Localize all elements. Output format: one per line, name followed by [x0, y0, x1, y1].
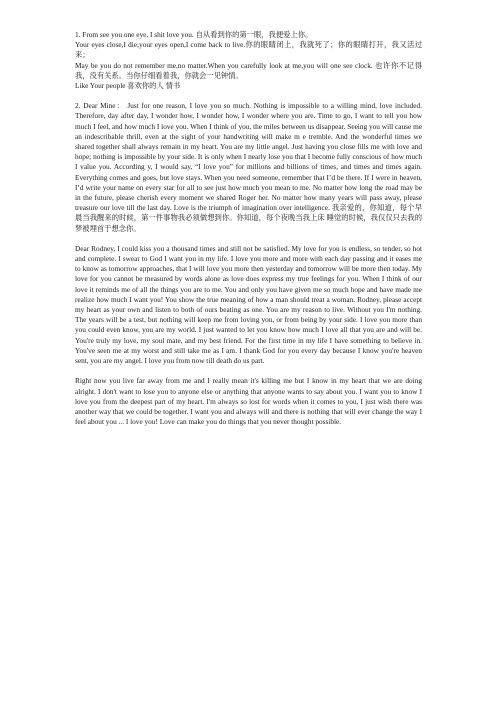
love-letter-line-2: Your eyes close,I die;your eyes open,I come back to live.你的眼睛闭上，我就死了；你的眼睛打开，我又活过来；: [75, 40, 422, 60]
paragraph-gap: [75, 234, 422, 244]
love-letter-line-1: 1. From see you one eye, I shit love you. 自从看到你的第一眼，我便爱上你。: [75, 30, 313, 39]
love-letter-far-away: Right now you live far away from me and I really mean it's killing me but I know in my heart that we are doing alright. I don't want to lose you to anyone else or anything that anyone wants to say about you. I want you to know I love you from the deepest part of my heart. I'm always so lost for words when it comes to you, I just wish there was another way that we could be together. I want you and always will and there is nothing that will ever change the way I feel about you ... I love you! Love can make you do things that you never thought possible.: [75, 376, 422, 427]
love-letter-dear-mine: 2. Dear Mine： Just for one reason, I love you so much. Nothing is impossible to a willing mind, love included. Therefore, day after day, I wonder how, I wonder how, I wonder where you are. Time to go, I want to tell you how much I feel, and how much I love you. When I think of you, the miles between us disappear. Seeing you will cause me an indescribable thrill, even at the sight of your handwriting will make m e tremble. And the wonderful times we shared together shall always remain in my heart. You are my little angel. Just having you close fills me with love and hope; nothing is impossible by your side. It is only when I nearly lose you that I become fully conscious of how much I value you. According y, I would say, “I love you” for millions and billions of times, and times and times again. Everything comes and goes, but love stays. When you need someone, remember that I’d be there. If I were in heaven, I’d write your name on every star for all to see just how much you mean to me. No matter how long the road may be in the future, please cherish every moment we shared Roger her. No matter how many years will pass away, please treasure our love till the last day. Love is the triumph of imagination over intelligence. 我亲爱的，你知道，每个早晨当我醒来的时候，第一件事物我必须做想到你。你知道，每个夜晚当我上床 睡觉的时候，我仅仅只去我的梦被埋首于想念你。: [75, 101, 422, 233]
love-letter-line-3: May be you do not remember me,no matter.When you carefully look at me,you will one see clock. 也许你不记得我，没有关系。当你仔细看着我，你就会一见钟情。: [75, 60, 422, 80]
paragraph-gap: [75, 91, 422, 101]
love-letter-dear-rodney: Dear Rodney, I could kiss you a thousand times and still not be satisfied. My love for you is endless, so tender, so hot and complete. I swear to God I want you in my life. I love you more and more with each day passing and it eases me to know as tomorrow approaches, that I will love you more then yesterday and tomorrow will be more then today. My love for you cannot be measured by words alone as love does express my true feelings for you. When I think of our love it reminds me of all the things you are to me. You and only you have given me so much hope and have made me realize how much I want you! You show the true meaning of how a man should treat a woman. Rodney, please accept my heart as your own and listen to both of ours beating as one. You are my reason to live. Without you I'm nothing. The years will be a test, but nothing will keep me from loving you, or from being by your side. I love you more than you could even know, you are my world. I just wanted to let you know how much I love all that you are and will be. You're truly my love, my soul mate, and my best friend. For the first time in my life I have something to believe in. You've seen me at my worst and still take me as I am. I thank God for you every day because I know you're heaven sent, you are my angel. I love you from now till death do us part.: [75, 243, 422, 366]
love-letter-signature: Like Your people 喜欢你的人 情书: [75, 81, 181, 91]
paragraph-gap: [75, 366, 422, 376]
document-body: [75, 30, 422, 427]
